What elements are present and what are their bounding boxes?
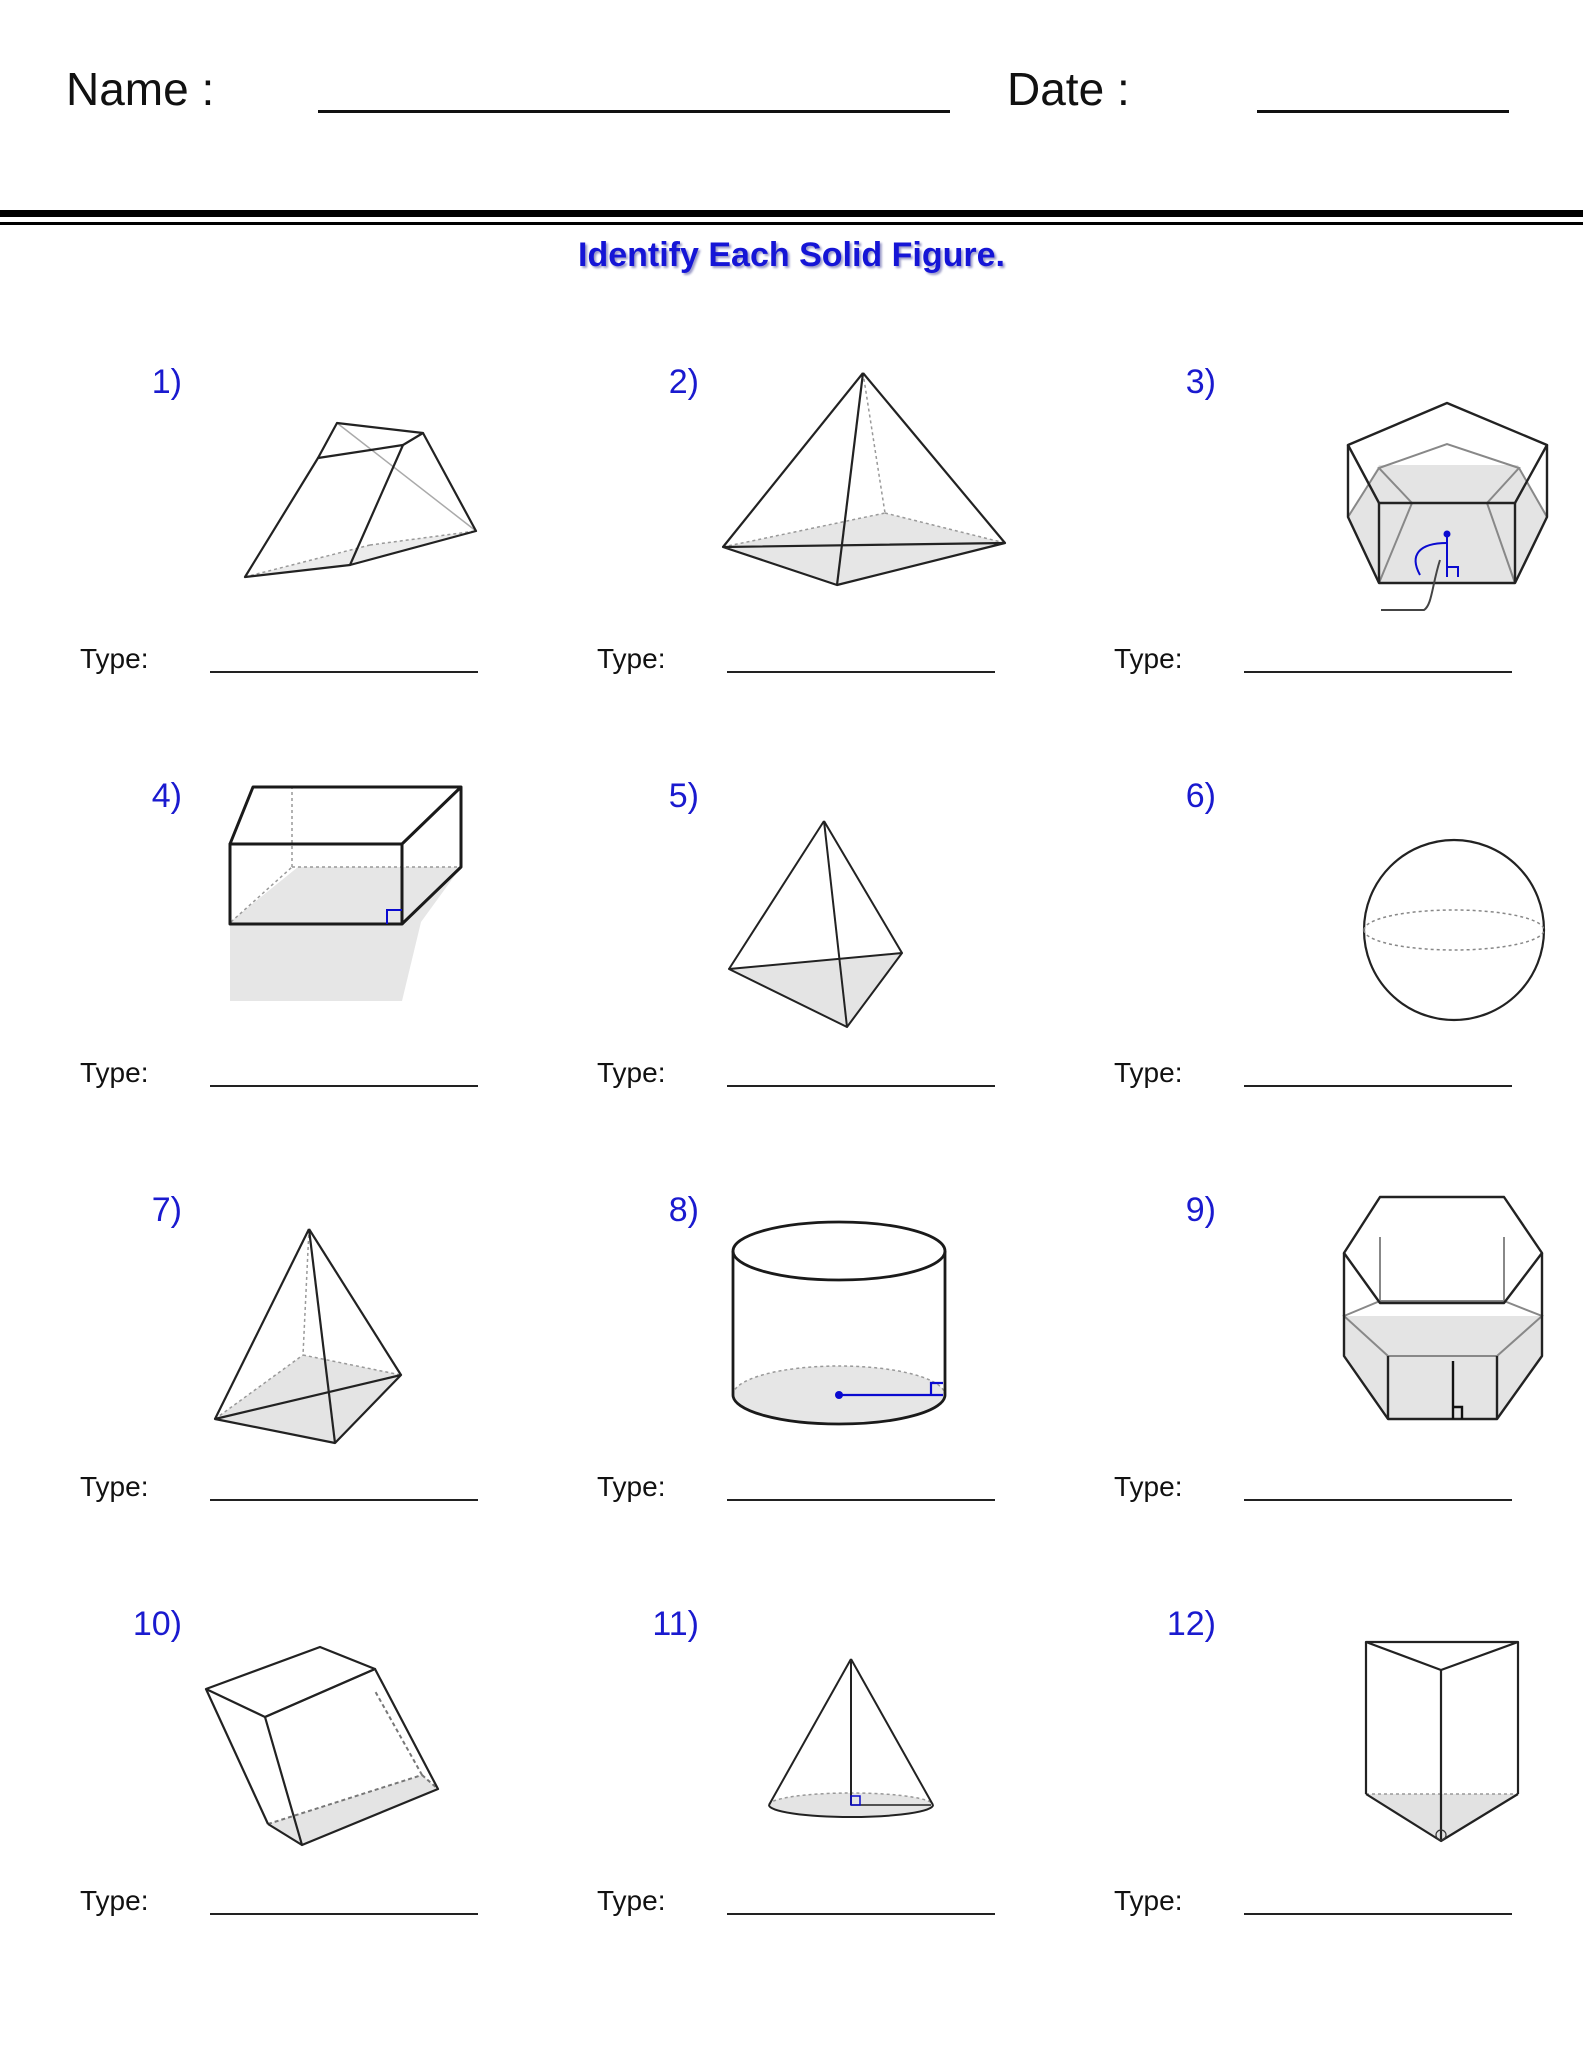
- header-rule-thin: [0, 222, 1583, 225]
- problem-number: 9): [1185, 1191, 1216, 1229]
- type-label: Type:: [597, 1057, 666, 1088]
- answer-line[interactable]: [1244, 1913, 1512, 1915]
- problem-number: 10): [132, 1605, 182, 1643]
- problem-11: [587, 1607, 1107, 2007]
- hexagonal-prism-icon: [1204, 1193, 1583, 1463]
- answer-line[interactable]: [1244, 1085, 1512, 1087]
- type-label: Type:: [80, 1057, 149, 1088]
- rectangular-pyramid-icon: [687, 365, 1067, 635]
- answer-line[interactable]: [210, 1913, 478, 1915]
- problem-2: [587, 365, 1107, 765]
- answer-line[interactable]: [210, 1499, 478, 1501]
- answer-line[interactable]: [727, 1085, 995, 1087]
- problem-5: [587, 779, 1107, 1179]
- problem-1: [70, 365, 590, 765]
- type-label: Type:: [1114, 1057, 1183, 1088]
- problem-number: 5): [668, 777, 699, 815]
- problem-number: 8): [668, 1191, 699, 1229]
- type-label: Type:: [597, 1471, 666, 1502]
- problem-4: [70, 779, 590, 1179]
- type-label: Type:: [1114, 643, 1183, 674]
- pentagonal-prism-icon: [1204, 365, 1583, 635]
- type-label: Type:: [80, 1885, 149, 1916]
- problem-8: [587, 1193, 1107, 1593]
- problem-9: [1104, 1193, 1583, 1593]
- name-label: Name :: [66, 63, 215, 115]
- problem-number: 7): [151, 1191, 182, 1229]
- problem-number: 6): [1185, 777, 1216, 815]
- type-label: Type:: [597, 643, 666, 674]
- answer-line[interactable]: [727, 671, 995, 673]
- triangular-prism-icon: [1204, 1607, 1583, 1877]
- trapezoidal-prism-icon: [170, 365, 550, 635]
- type-label: Type:: [1114, 1471, 1183, 1502]
- date-label: Date :: [1007, 63, 1130, 115]
- problem-number: 4): [151, 777, 182, 815]
- answer-line[interactable]: [1244, 671, 1512, 673]
- worksheet-title: Identify Each Solid Figure.: [578, 236, 1005, 274]
- problem-7: [70, 1193, 590, 1593]
- date-blank[interactable]: [1257, 110, 1509, 113]
- square-pyramid-icon: [170, 1193, 550, 1463]
- type-label: Type:: [597, 1885, 666, 1916]
- type-label: Type:: [80, 1471, 149, 1502]
- cylinder-icon: [687, 1193, 1067, 1463]
- answer-line[interactable]: [210, 1085, 478, 1087]
- answer-line[interactable]: [1244, 1499, 1512, 1501]
- rectangular-prism-icon: [170, 779, 550, 1049]
- problem-number: 2): [668, 363, 699, 401]
- problem-number: 11): [652, 1605, 699, 1643]
- answer-line[interactable]: [210, 671, 478, 673]
- problem-12: [1104, 1607, 1583, 2007]
- problem-6: [1104, 779, 1583, 1179]
- type-label: Type:: [80, 643, 149, 674]
- sphere-icon: [1204, 779, 1583, 1049]
- problem-number: 3): [1185, 363, 1216, 401]
- problem-10: [70, 1607, 590, 2007]
- header-rule-thick: [0, 210, 1583, 217]
- type-label: Type:: [1114, 1885, 1183, 1916]
- rhombic-prism-icon: [170, 1607, 550, 1877]
- problem-number: 1): [151, 363, 182, 401]
- triangular-pyramid-icon: [687, 779, 1067, 1049]
- problem-3: [1104, 365, 1583, 765]
- name-blank[interactable]: [318, 110, 950, 113]
- answer-line[interactable]: [727, 1499, 995, 1501]
- answer-line[interactable]: [727, 1913, 995, 1915]
- problem-number: 12): [1166, 1605, 1216, 1643]
- cone-icon: [687, 1607, 1067, 1877]
